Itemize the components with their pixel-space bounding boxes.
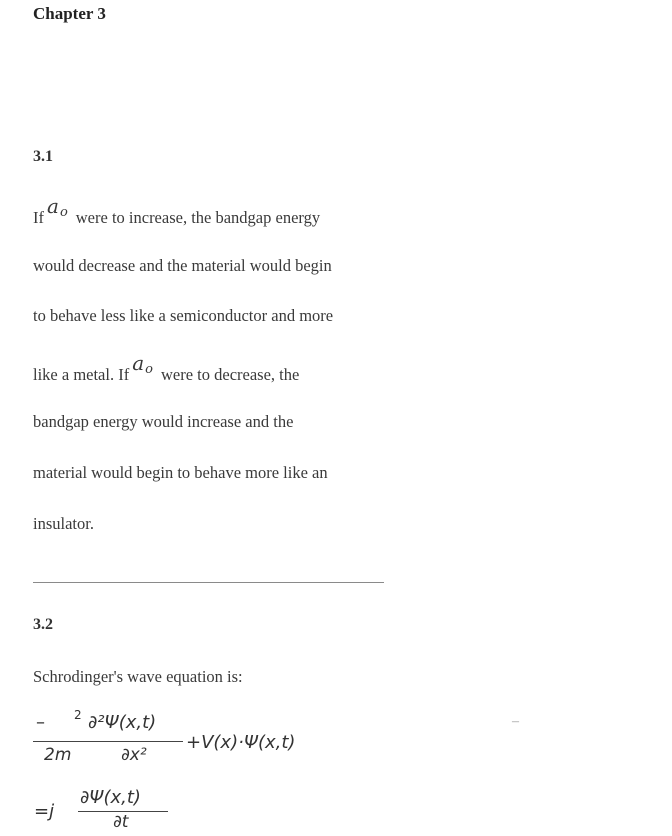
section-heading-3-2: 3.2 <box>33 616 53 633</box>
paragraph-line-1 <box>33 194 321 228</box>
symbol-a: a <box>47 194 59 218</box>
eq-numerator: ∂²Ψ(x,t) <box>88 712 157 733</box>
paragraph-line-6: material would begin to behave more like an <box>33 463 328 482</box>
symbol-subscript-o-2: o <box>145 362 153 377</box>
eq-denominator-2m: 2m <box>44 745 72 765</box>
paragraph-line-4 <box>33 351 300 385</box>
eq-potential-term: +V(x)·Ψ(x,t) <box>186 732 296 753</box>
text-increase: were to increase, the bandgap energy <box>75 208 321 227</box>
eq-equals-j: =j <box>34 801 55 822</box>
text-if: If <box>33 208 44 227</box>
eq-rhs-numerator: ∂Ψ(x,t) <box>80 787 141 808</box>
eq-rhs-denominator: ∂t <box>113 812 129 832</box>
text-decrease: were to decrease, the <box>160 365 300 384</box>
eq-minus-sign: – <box>36 712 45 733</box>
equation-intro: Schrodinger's wave equation is: <box>33 667 243 686</box>
symbol-subscript-o: o <box>59 205 68 220</box>
eq-superscript-2: 2 <box>74 708 82 722</box>
paragraph-line-3: to behave less like a semiconductor and more <box>33 306 334 325</box>
symbol-a-2: a <box>132 351 145 375</box>
paragraph-line-2: would decrease and the material would begin <box>33 256 332 275</box>
text-metal: like a metal. If <box>33 365 130 384</box>
paragraph-line-7: insulator. <box>33 514 94 533</box>
chapter-title: Chapter 3 <box>33 4 106 23</box>
section-divider <box>33 582 384 583</box>
margin-dash-mark: – <box>512 714 519 729</box>
paragraph-line-5: bandgap energy would increase and the <box>33 412 294 431</box>
eq-denominator-dx2: ∂x² <box>121 745 147 765</box>
section-heading-3-1: 3.1 <box>33 148 53 165</box>
eq-fraction-bar <box>33 741 183 742</box>
